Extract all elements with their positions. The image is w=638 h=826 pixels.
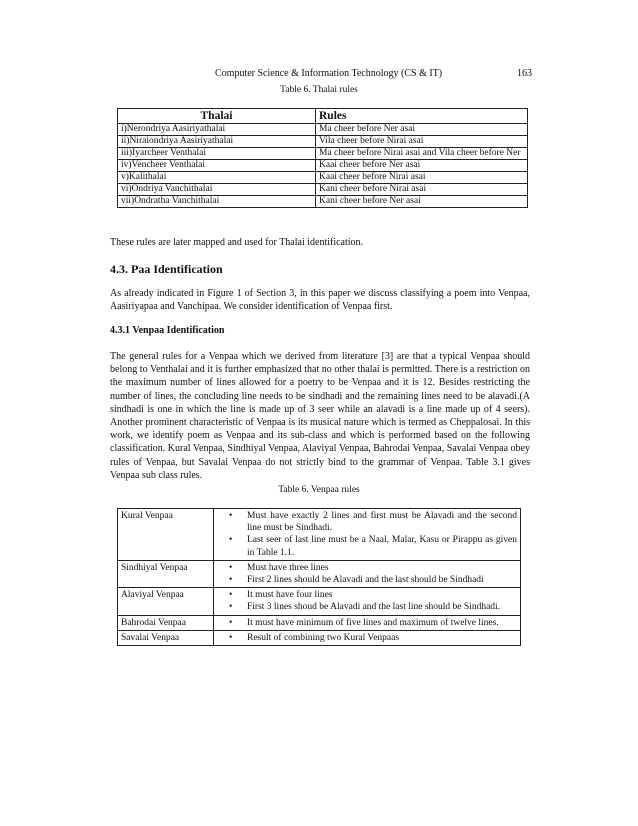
thalai-cell: ii)Niraiondriya Aasiriyathalai bbox=[118, 136, 316, 148]
venpaa-type-cell: Kural Venpaa bbox=[118, 509, 214, 561]
thalai-cell: iv)Vencheer Venthalai bbox=[118, 160, 316, 172]
list-item: • First 2 lines should be Alavadi and the last should be Sindhadi bbox=[237, 574, 517, 586]
venpaa-rules-cell bbox=[214, 560, 521, 587]
paragraph-venpaa-rules: The general rules for a Venpaa which we derived from literature [3] are that a typical Venpaa should belong to Venthalai and it is further emphasized that no other thalai is permitted. There is a restriction on the maximum number of lines allowed for a poetry to be Venpaa and it is 12. Besides restricting the number of lines, the concluding line needs to be sindhadi and the remaining lines need to be alavadi.(A sindhadi is one in which the line is made up of 3 seer while an alavadi is a line made up of 4 seers). Another prominent characteristic of Venpaa is its musical nature which is termed as Cheppalosai. In this work, we identify poem as Venpaa and its sub-class and which is performed based on the following classification. Kural Venpaa, Sindhiyal Venpaa, Alaviyal Venpaa, Bahrodai Venpaa, Savalai Venpaa obey rules of Venpaa, but Savalai Venpaa do not strictly bind to the grammar of Venpaa. Table 3.1 gives Venpaa sub class rules. bbox=[110, 351, 530, 481]
table-row bbox=[118, 184, 528, 196]
list-item: • First 3 lines shoud be Alavadi and the last line should be Sindhadi. bbox=[237, 601, 517, 613]
table-row bbox=[118, 148, 528, 160]
paragraph-paa-intro: As already indicated in Figure 1 of Section 3, in this paper we discuss classifying a poem into Venpaa, Aasiriyapaa and Vanchipaa. We consider identification of Venpaa first. bbox=[110, 288, 530, 313]
list-item: • Must have exactly 2 lines and first must be Alavadi and the second line must be Sindhadi. bbox=[237, 510, 517, 534]
table-row bbox=[118, 509, 521, 561]
table-row bbox=[118, 630, 521, 645]
rules-list bbox=[217, 562, 517, 586]
list-item: • It must have four lines bbox=[237, 589, 517, 601]
venpaa-type-cell: Alaviyal Venpaa bbox=[118, 588, 214, 615]
rules-list bbox=[217, 617, 517, 629]
running-title: Computer Science & Information Technology (CS & IT) bbox=[215, 68, 443, 79]
table-row bbox=[118, 196, 528, 208]
rules-list bbox=[217, 632, 517, 644]
venpaa-type-cell: Savalai Venpaa bbox=[118, 630, 214, 645]
list-item: • It must have minimum of five lines and maximum of twelve lines. bbox=[237, 617, 517, 629]
venpaa-rules-cell bbox=[214, 615, 521, 630]
table2-caption: Table 6. Venpaa rules bbox=[278, 485, 360, 495]
venpaa-rules-cell bbox=[214, 630, 521, 645]
thalai-cell: iii)Iyarcheer Venthalai bbox=[118, 148, 316, 160]
venpaa-rules-table bbox=[117, 508, 521, 646]
section-heading-paa-identification: 4.3. Paa Identification bbox=[110, 262, 223, 276]
rule-cell: Ma cheer before Nirai asai and Vila cheer before Ner bbox=[316, 148, 528, 160]
list-item: • Must have three lines bbox=[237, 562, 517, 574]
table-row bbox=[118, 588, 521, 615]
rules-list bbox=[217, 510, 517, 559]
rule-cell: Kaai cheer before Ner asai bbox=[316, 160, 528, 172]
table-row bbox=[118, 160, 528, 172]
paragraph-thalai-mapping: These rules are later mapped and used for Thalai identification. bbox=[110, 237, 364, 248]
thalai-rules-table bbox=[117, 108, 528, 208]
rule-cell: Kaai cheer before Nirai asai bbox=[316, 172, 528, 184]
rule-cell: Ma cheer before Ner asai bbox=[316, 124, 528, 136]
table-row bbox=[118, 560, 521, 587]
table1-caption: Table 6. Thalai rules bbox=[280, 85, 358, 95]
column-header-rules: Rules bbox=[316, 109, 528, 124]
venpaa-rules-cell bbox=[214, 588, 521, 615]
list-item: • Last seer of last line must be a Naal, Malar, Kasu or Pirappu as given in Table 1.1. bbox=[237, 534, 517, 558]
rule-cell: Kani cheer before Nirai asai bbox=[316, 184, 528, 196]
thalai-cell: v)Kalithalai bbox=[118, 172, 316, 184]
venpaa-type-cell: Sindhiyal Venpaa bbox=[118, 560, 214, 587]
table-row bbox=[118, 172, 528, 184]
thalai-cell: i)Nerondriya Aasiriyathalai bbox=[118, 124, 316, 136]
column-header-thalai: Thalai bbox=[118, 109, 316, 124]
table-row bbox=[118, 136, 528, 148]
table-row bbox=[118, 124, 528, 136]
subsection-heading-venpaa-identification: 4.3.1 Venpaa Identification bbox=[110, 325, 225, 336]
thalai-cell: vi)Ondriya Vanchithalai bbox=[118, 184, 316, 196]
table-row bbox=[118, 615, 521, 630]
thalai-cell: vii)Ondratha Vanchithalai bbox=[118, 196, 316, 208]
rule-cell: Kani cheer before Ner asai bbox=[316, 196, 528, 208]
rule-cell: Vila cheer before Nirai asai bbox=[316, 136, 528, 148]
venpaa-rules-cell bbox=[214, 509, 521, 561]
table-header-row bbox=[118, 109, 528, 124]
venpaa-type-cell: Bahrodai Venpaa bbox=[118, 615, 214, 630]
page-number: 163 bbox=[517, 68, 532, 79]
list-item: • Result of combining two Kural Venpaas bbox=[237, 632, 517, 644]
rules-list bbox=[217, 589, 517, 613]
